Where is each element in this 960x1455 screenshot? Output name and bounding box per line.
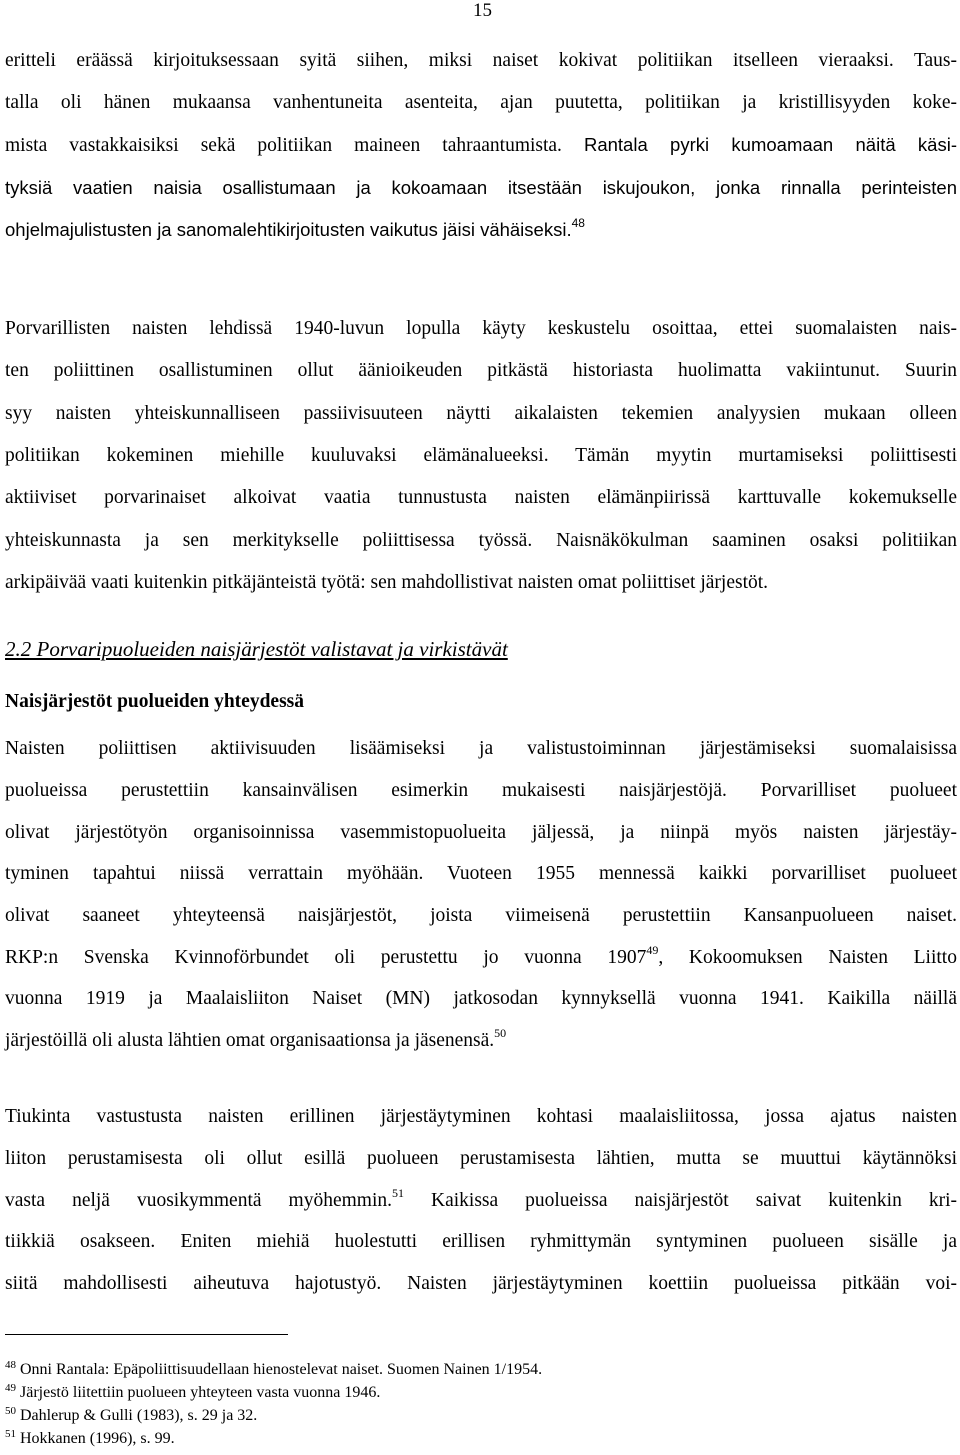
paragraph-1-line-1: eritteli eräässä kirjoituksessaan syitä siihen, miksi naiset kokivat politiikan itselleen vieraaksi. Taus- bbox=[5, 50, 957, 71]
paragraph-3-text-a: RKP:n Svenska Kvinnoförbundet oli perustettu jo vuonna 1907 bbox=[5, 947, 647, 968]
paragraph-1-line-4: tyksiä vaatien naisia osallistumaan ja kokoamaan itsestään iskujoukon, jonka rinnalla perinteisten bbox=[5, 177, 957, 198]
footnote-text: Järjestö liitettiin puolueen yhteyteen vasta vuonna 1946. bbox=[20, 1384, 381, 1401]
paragraph-2-line-7: arkipäivää vaati kuitenkin pitkäjänteistä työtä: sen mahdollistivat naisten omat poliittiset järjestöt. bbox=[5, 572, 769, 593]
paragraph-2-line-4 bbox=[5, 444, 957, 468]
paragraph-2-text-d: Tämän myytin murtamiseksi poliittisesti bbox=[575, 445, 958, 466]
paragraph-3-text-b: , Kokoomuksen Naisten Liitto bbox=[658, 947, 957, 968]
paragraph-4-line-5: siitä mahdollisesti aiheutuva hajotustyö. Naisten järjestäytyminen koettiin puolueissa pitkään voi- bbox=[5, 1273, 957, 1294]
footnote-50 bbox=[5, 1406, 257, 1425]
paragraph-2-line-5: aktiiviset porvarinaiset alkoivat vaatia tunnustusta naisten elämänpiirissä karttuvalle kokemukselle bbox=[5, 487, 957, 508]
footnote-ref-48: 48 bbox=[571, 216, 585, 230]
paragraph-3-line-5: olivat saaneet yhteyteensä naisjärjestöt, joista viimeisenä perustettiin Kansanpuolueen naiset. bbox=[5, 905, 957, 926]
paragraph-3-line-3: olivat järjestötyön organisoinnissa vasemmistopuolueita jäljessä, ja niinpä myös naisten järjestäy- bbox=[5, 822, 957, 843]
footnote-number: 51 bbox=[5, 1428, 16, 1440]
paragraph-1-text-serif: mista vastakkaisiksi sekä politiikan maineen tahraantumista. bbox=[5, 135, 562, 156]
paragraph-2-text-c: politiikan kokeminen miehille kuuluvaksi elämänalueeksi. bbox=[5, 445, 549, 466]
paragraph-4-text-b: Kaikissa puolueissa naisjärjestöt saivat kuitenkin kri- bbox=[404, 1190, 958, 1211]
paragraph-3-line-6 bbox=[5, 943, 957, 970]
paragraph-2-text-b: Suurin bbox=[905, 360, 958, 381]
paragraph-2-text-e: yhteiskunnasta ja sen merkitykselle poliittisessa työssä. bbox=[5, 530, 533, 551]
paragraph-2-line-1: Porvarillisten naisten lehdissä 1940-luvun lopulla käyty keskustelu osoittaa, ettei suomalaisten nais- bbox=[5, 318, 957, 339]
footnote-ref-49: 49 bbox=[646, 943, 659, 957]
footnote-51 bbox=[5, 1429, 175, 1448]
paragraph-4-text-a: vasta neljä vuosikymmentä myöhemmin. bbox=[5, 1190, 392, 1211]
footnote-ref-50: 50 bbox=[494, 1026, 507, 1040]
footnote-number: 49 bbox=[5, 1382, 16, 1394]
paragraph-3-text-end: järjestöillä oli alusta lähtien omat organisaationsa ja jäsenensä. bbox=[5, 1030, 495, 1051]
paragraph-4-line-3 bbox=[5, 1186, 958, 1213]
paragraph-3-line-2: puolueissa perustettiin kansainvälisen esimerkin mukaisesti naisjärjestöjä. Porvarilliset puolueet bbox=[5, 780, 957, 801]
paragraph-4-line-2: liiton perustamisesta oli ollut esillä puolueen perustamisesta lähtien, mutta se muuttui käytännöksi bbox=[5, 1148, 957, 1169]
paragraph-4-line-4: tiikkiä osakseen. Eniten miehiä huolestutti erillisen ryhmittymän syntyminen puolueen sisälle ja bbox=[5, 1231, 957, 1252]
footnote-text: Hokkanen (1996), s. 99. bbox=[20, 1430, 175, 1447]
paragraph-2-line-3: syy naisten yhteiskunnalliseen passiivisuuteen näytti aikalaisten tekemien analyysien mukaan olleen bbox=[5, 403, 957, 424]
paragraph-2-text-a: ten poliittinen osallistuminen ollut äänioikeuden pitkästä historiasta huolimatta vakiintunut. bbox=[5, 360, 881, 381]
footnote-49 bbox=[5, 1383, 380, 1402]
footnote-ref-51: 51 bbox=[392, 1186, 404, 1200]
footnote-divider bbox=[5, 1334, 288, 1335]
paragraph-3-line-7: vuonna 1919 ja Maalaisliiton Naiset (MN) jatkosodan kynnyksellä vuonna 1941. Kaikilla näillä bbox=[5, 988, 957, 1009]
section-heading: 2.2 Porvaripuolueiden naisjärjestöt valistavat ja virkistävät bbox=[5, 637, 508, 661]
paragraph-2-text-f: Naisnäkökulman saaminen osaksi politiikan bbox=[556, 530, 958, 551]
paragraph-4-line-1: Tiukinta vastustusta naisten erillinen järjestäytyminen kohtasi maalaisliitossa, jossa ajatus naisten bbox=[5, 1106, 957, 1127]
paragraph-1-line-3 bbox=[5, 133, 957, 158]
footnote-48 bbox=[5, 1360, 542, 1379]
footnote-number: 50 bbox=[5, 1405, 16, 1417]
footnote-text: Dahlerup & Gulli (1983), s. 29 ja 32. bbox=[20, 1407, 258, 1424]
paragraph-1-text-sans: Rantala pyrki kumoamaan näitä käsi- bbox=[583, 134, 957, 155]
sub-heading: Naisjärjestöt puolueiden yhteydessä bbox=[5, 691, 305, 712]
paragraph-3-line-4: tyminen tapahtui niissä verrattain myöhään. Vuoteen 1955 mennessä kaikki porvarilliset puolueet bbox=[5, 863, 957, 884]
footnote-number: 48 bbox=[5, 1359, 16, 1371]
page-number: 15 bbox=[473, 0, 492, 21]
paragraph-1-text-end: ohjelmajulistusten ja sanomalehtikirjoitusten vaikutus jäisi vähäiseksi. bbox=[5, 219, 572, 240]
paragraph-3-line-8 bbox=[5, 1026, 957, 1053]
footnote-text: Onni Rantala: Epäpoliittisuudellaan hienostelevat naiset. Suomen Nainen 1/1954. bbox=[20, 1361, 543, 1378]
paragraph-1-line-5 bbox=[5, 218, 957, 242]
paragraph-2-line-6 bbox=[5, 529, 957, 553]
paragraph-1-line-2: talla oli hänen mukaansa vanhentuneita asenteita, ajan puutetta, politiikan ja kristillisyyden koke- bbox=[5, 92, 957, 113]
paragraph-3-line-1: Naisten poliittisen aktiivisuuden lisäämiseksi ja valistustoiminnan järjestämiseksi suomalaisissa bbox=[5, 738, 957, 759]
paragraph-2-line-2 bbox=[5, 359, 957, 383]
